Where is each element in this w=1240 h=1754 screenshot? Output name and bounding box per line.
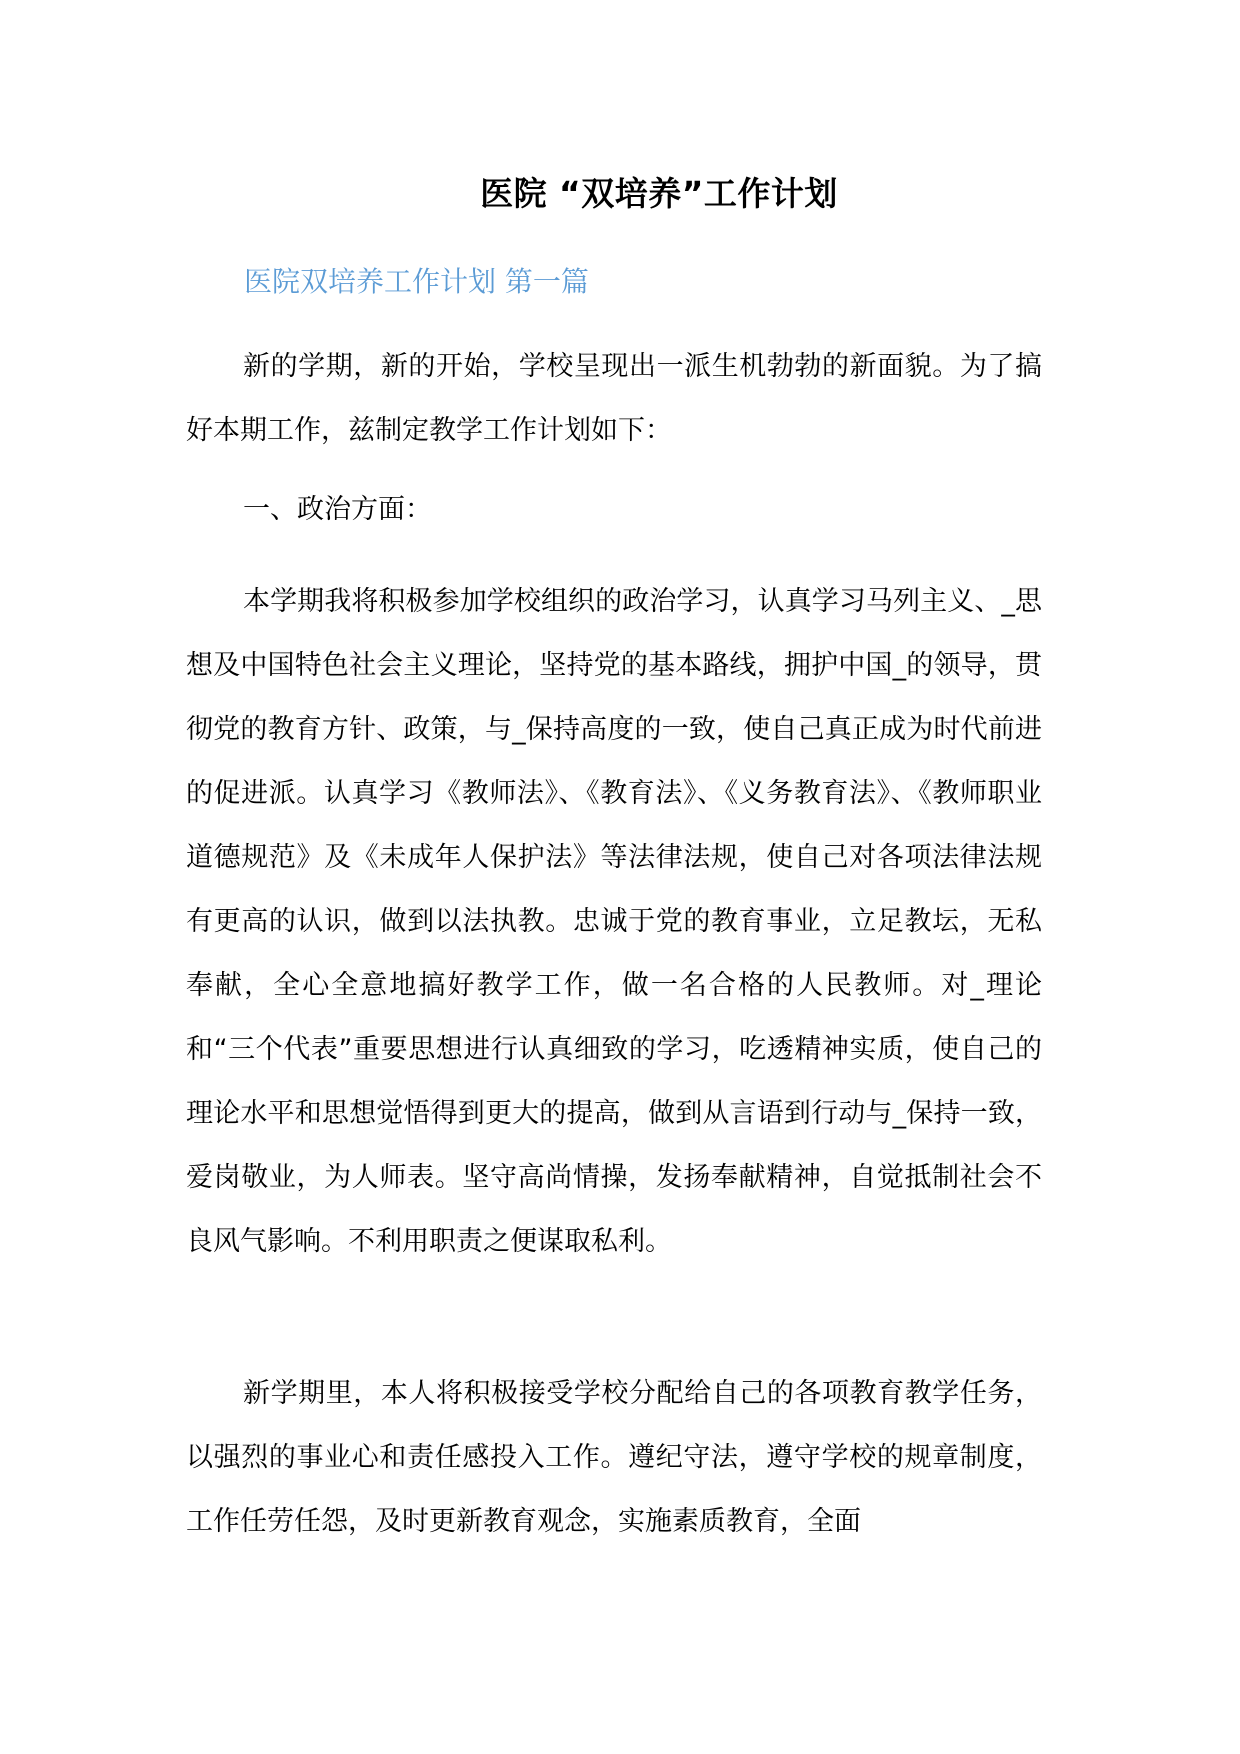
paragraph-politics: 本学期我将积极参加学校组织的政治学习，认真学习马列主义、_思想及中国特色社会主义理论，坚持党的基本路线，拥护中国_的领导，贯彻党的教育方针、政策，与_保持高度的一致，使自己真正成为时代前进的促进派。认真学习《教师法》、《教育法》、《义务教育法》、《教师职业道德规范》及《未成年人保护法》等法律法规，使自己对各项法律法规有更高的认识，做到以法执教。忠诚于党的教育事业，立足教坛，无私奉献，全心全意地搞好教学工作，做一名合格的人民教师。对_理论和“三个代表”重要思想进行认真细致的学习，吃透精神实质，使自己的理论水平和思想觉悟得到更大的提高，做到从言语到行动与_保持一致，爱岗敬业，为人师表。坚守高尚情操，发扬奉献精神，自觉抵制社会不良风气影响。不利用职责之便谋取私利。 bbox=[186, 586, 1042, 1257]
document-title: 医院 “双培养”工作计划 bbox=[480, 174, 838, 213]
paragraph-new-term: 新学期里，本人将积极接受学校分配给自己的各项教育教学任务，以强烈的事业心和责任感投入工作。遵纪守法，遵守学校的规章制度，工作任劳任怨，及时更新教育观念，实施素质教育，全面 bbox=[186, 1378, 1042, 1537]
paragraph-intro: 新的学期，新的开始，学校呈现出一派生机勃勃的新面貌。为了搞好本期工作，兹制定教学工作计划如下： bbox=[186, 351, 1042, 446]
paragraph-section-heading: 一、政治方面： bbox=[243, 494, 432, 525]
section-subheading: 医院双培养工作计划 第一篇 bbox=[244, 265, 589, 298]
